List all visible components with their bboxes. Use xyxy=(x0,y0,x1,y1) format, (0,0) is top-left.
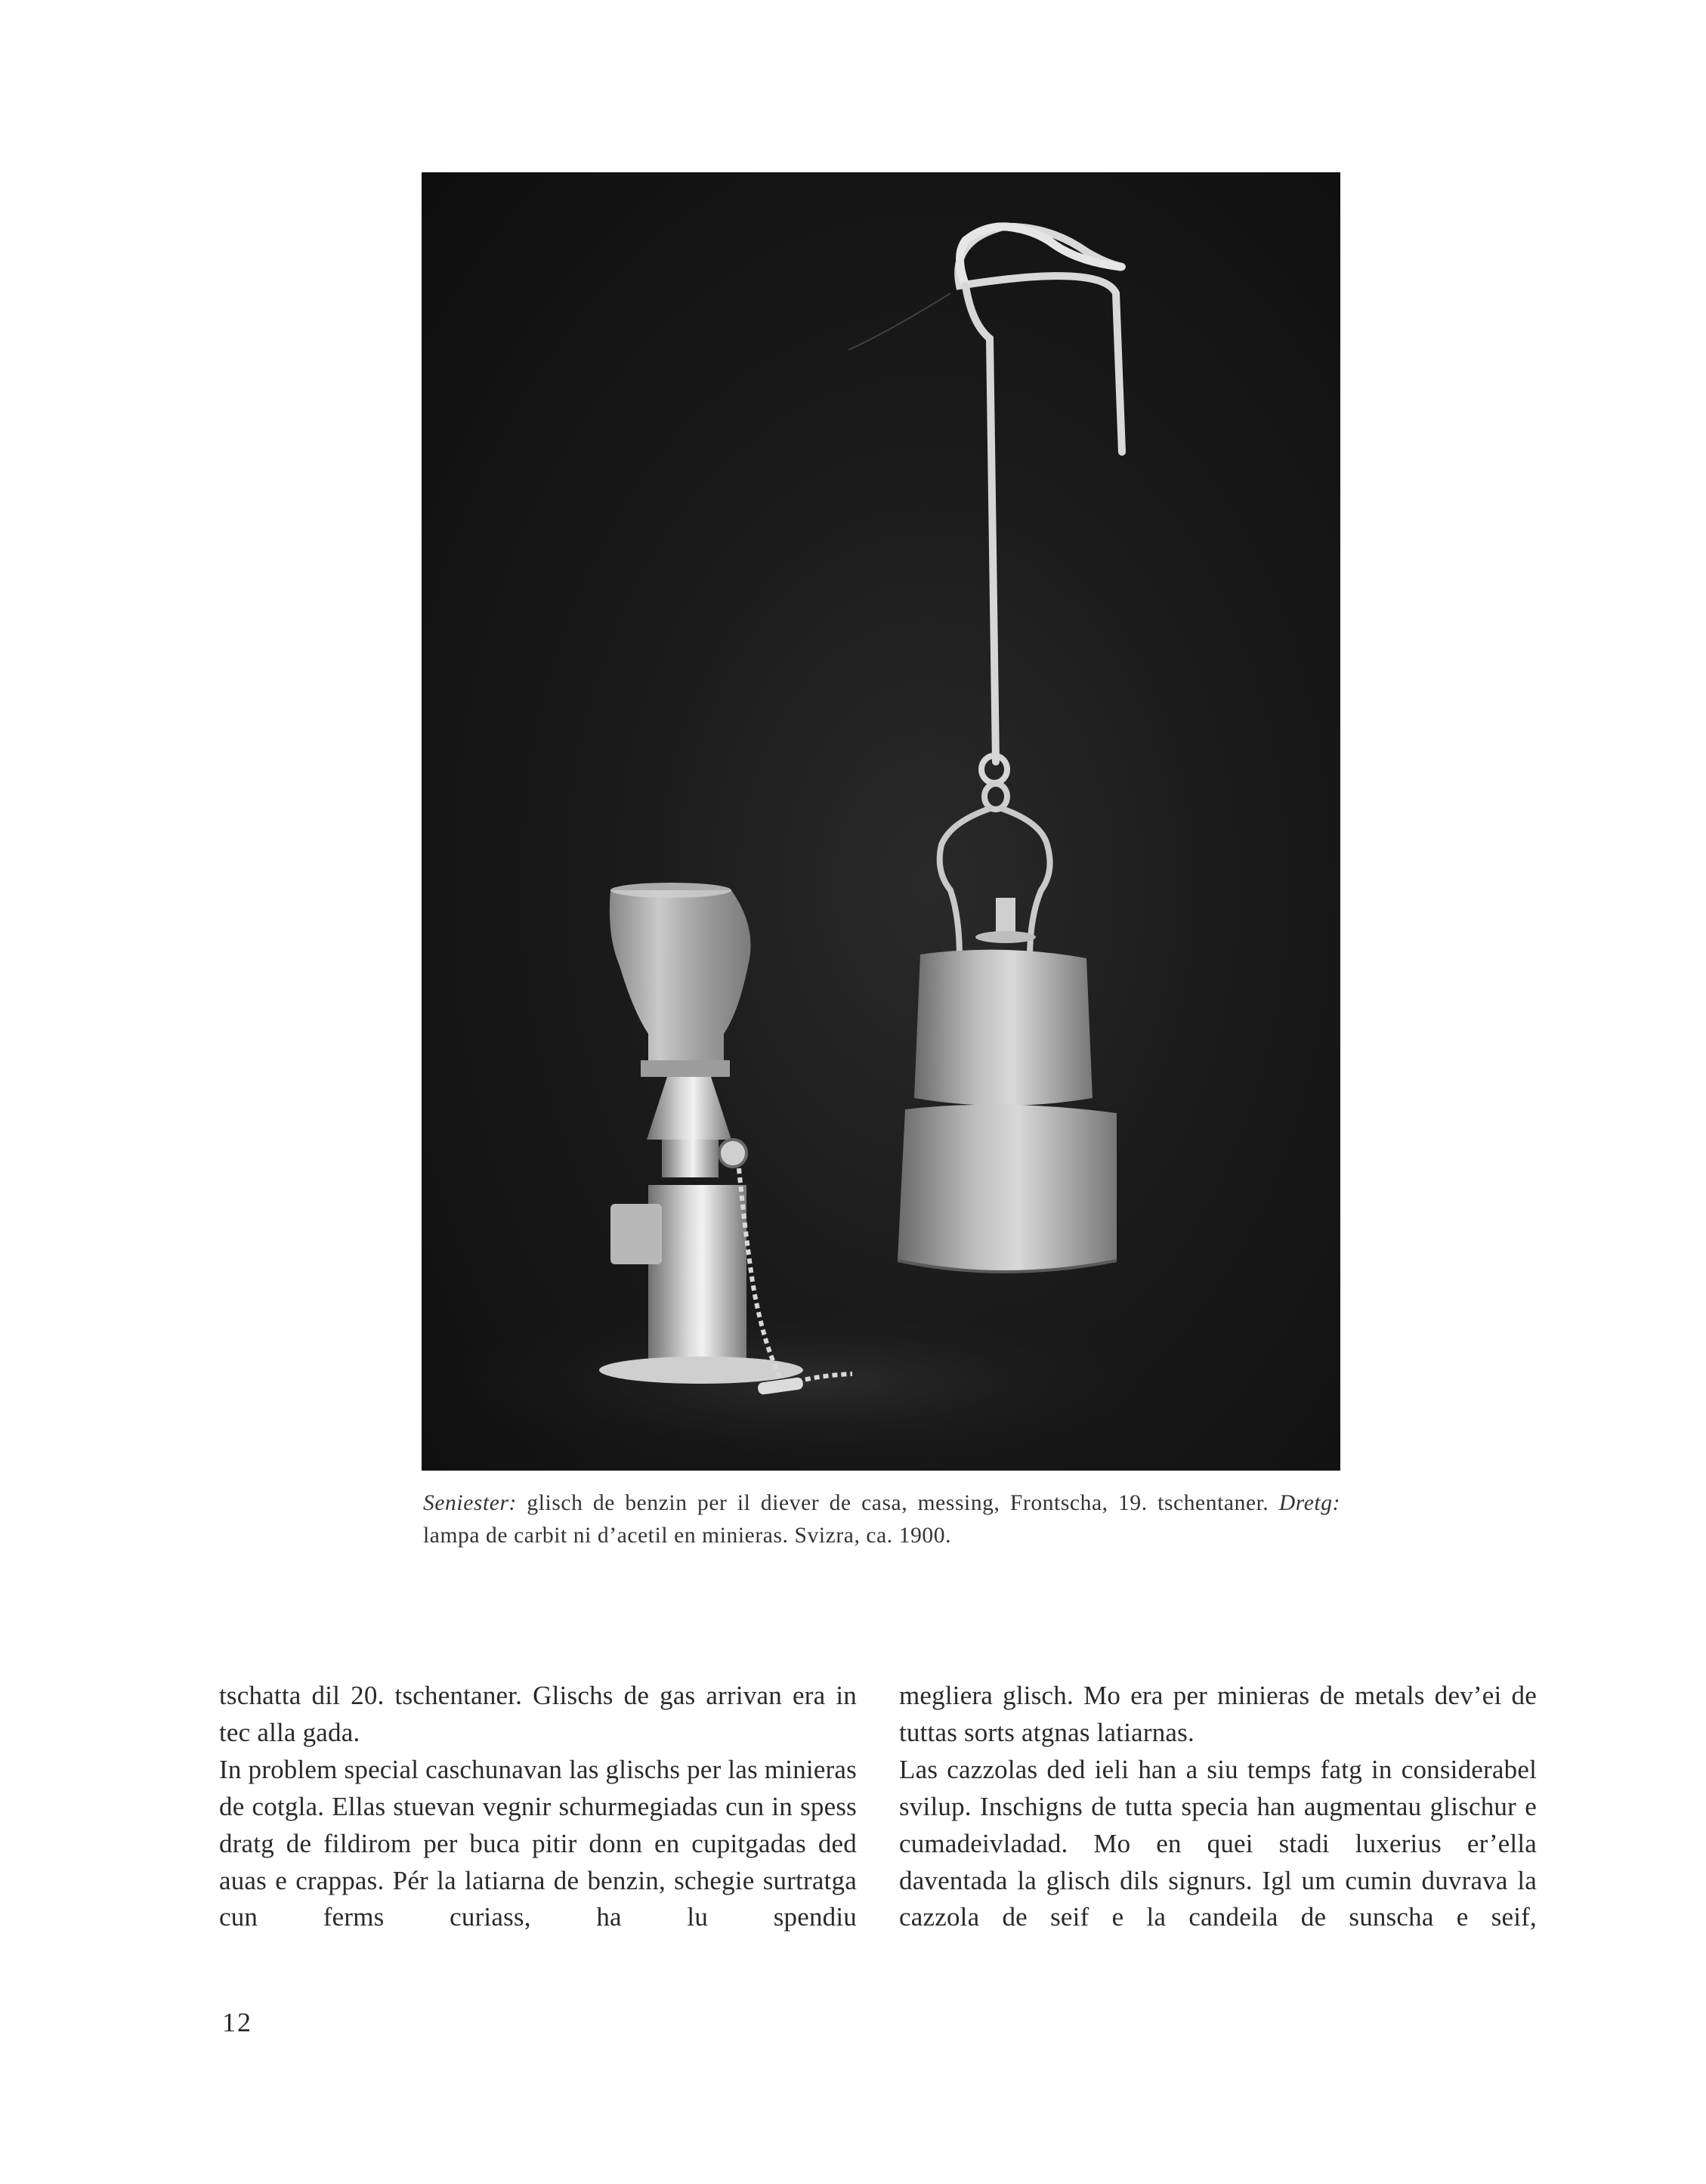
paragraph: megliera glisch. Mo era per minieras de metals dev’ei de tuttas sorts atgnas latiarnas. xyxy=(899,1681,1537,1747)
caption-label-left: Seniester: xyxy=(423,1491,517,1515)
paragraph: In problem special caschunavan las glischs per las minieras de cotgla. Ellas stuevan vegnir schurmegiadas cun in spess dratg de fildirom per buca pitir donn en cupitgadas ded auas e crappas. Pér la latiarna de benzin, schegie surtratga cun ferms curiass, ha lu spendiu xyxy=(219,1754,857,1932)
paragraph: tschatta dil 20. tschentaner. Glischs de gas arrivan era in tec alla gada. xyxy=(219,1681,857,1747)
carbide-lamp xyxy=(898,227,1122,1272)
glass-chimney xyxy=(610,890,751,1060)
carbide-chamber xyxy=(898,1105,1117,1272)
body-column-right xyxy=(899,1678,1537,1936)
caption-text-left: glisch de benzin per il diever de casa, messing, Frontscha, 19. tschentaner. xyxy=(516,1491,1279,1515)
caption-text-right: lampa de carbit ni d’acetil en minieras. Svizra, ca. 1900. xyxy=(423,1524,952,1548)
caption-label-right: Dretg: xyxy=(1278,1491,1340,1515)
burner-collar xyxy=(641,1060,730,1077)
paragraph: Las cazzolas ded ieli han a siu temps fatg in considerabel svilup. Inschigns de tutta specia han augmentau glischur e cumadeivladad. Mo en quei stadi luxerius er’ella daventada la glisch dils signurs. Igl um cumin duvrava la cazzola de seif e la candeila de sunscha e seif, xyxy=(899,1754,1537,1932)
figure-caption xyxy=(423,1487,1340,1552)
burner-nozzle xyxy=(996,898,1015,936)
wick-key xyxy=(719,1140,746,1167)
fuel-reservoir xyxy=(648,1185,746,1366)
backdrop-thread xyxy=(848,293,950,350)
water-chamber xyxy=(914,950,1093,1106)
floor-shadow xyxy=(422,1291,1207,1471)
thumb-handle xyxy=(610,1204,662,1264)
body-column-left xyxy=(219,1678,857,1936)
burner-cone xyxy=(647,1077,731,1140)
page-number: 12 xyxy=(222,2007,252,2037)
lamps-photograph xyxy=(422,172,1340,1471)
